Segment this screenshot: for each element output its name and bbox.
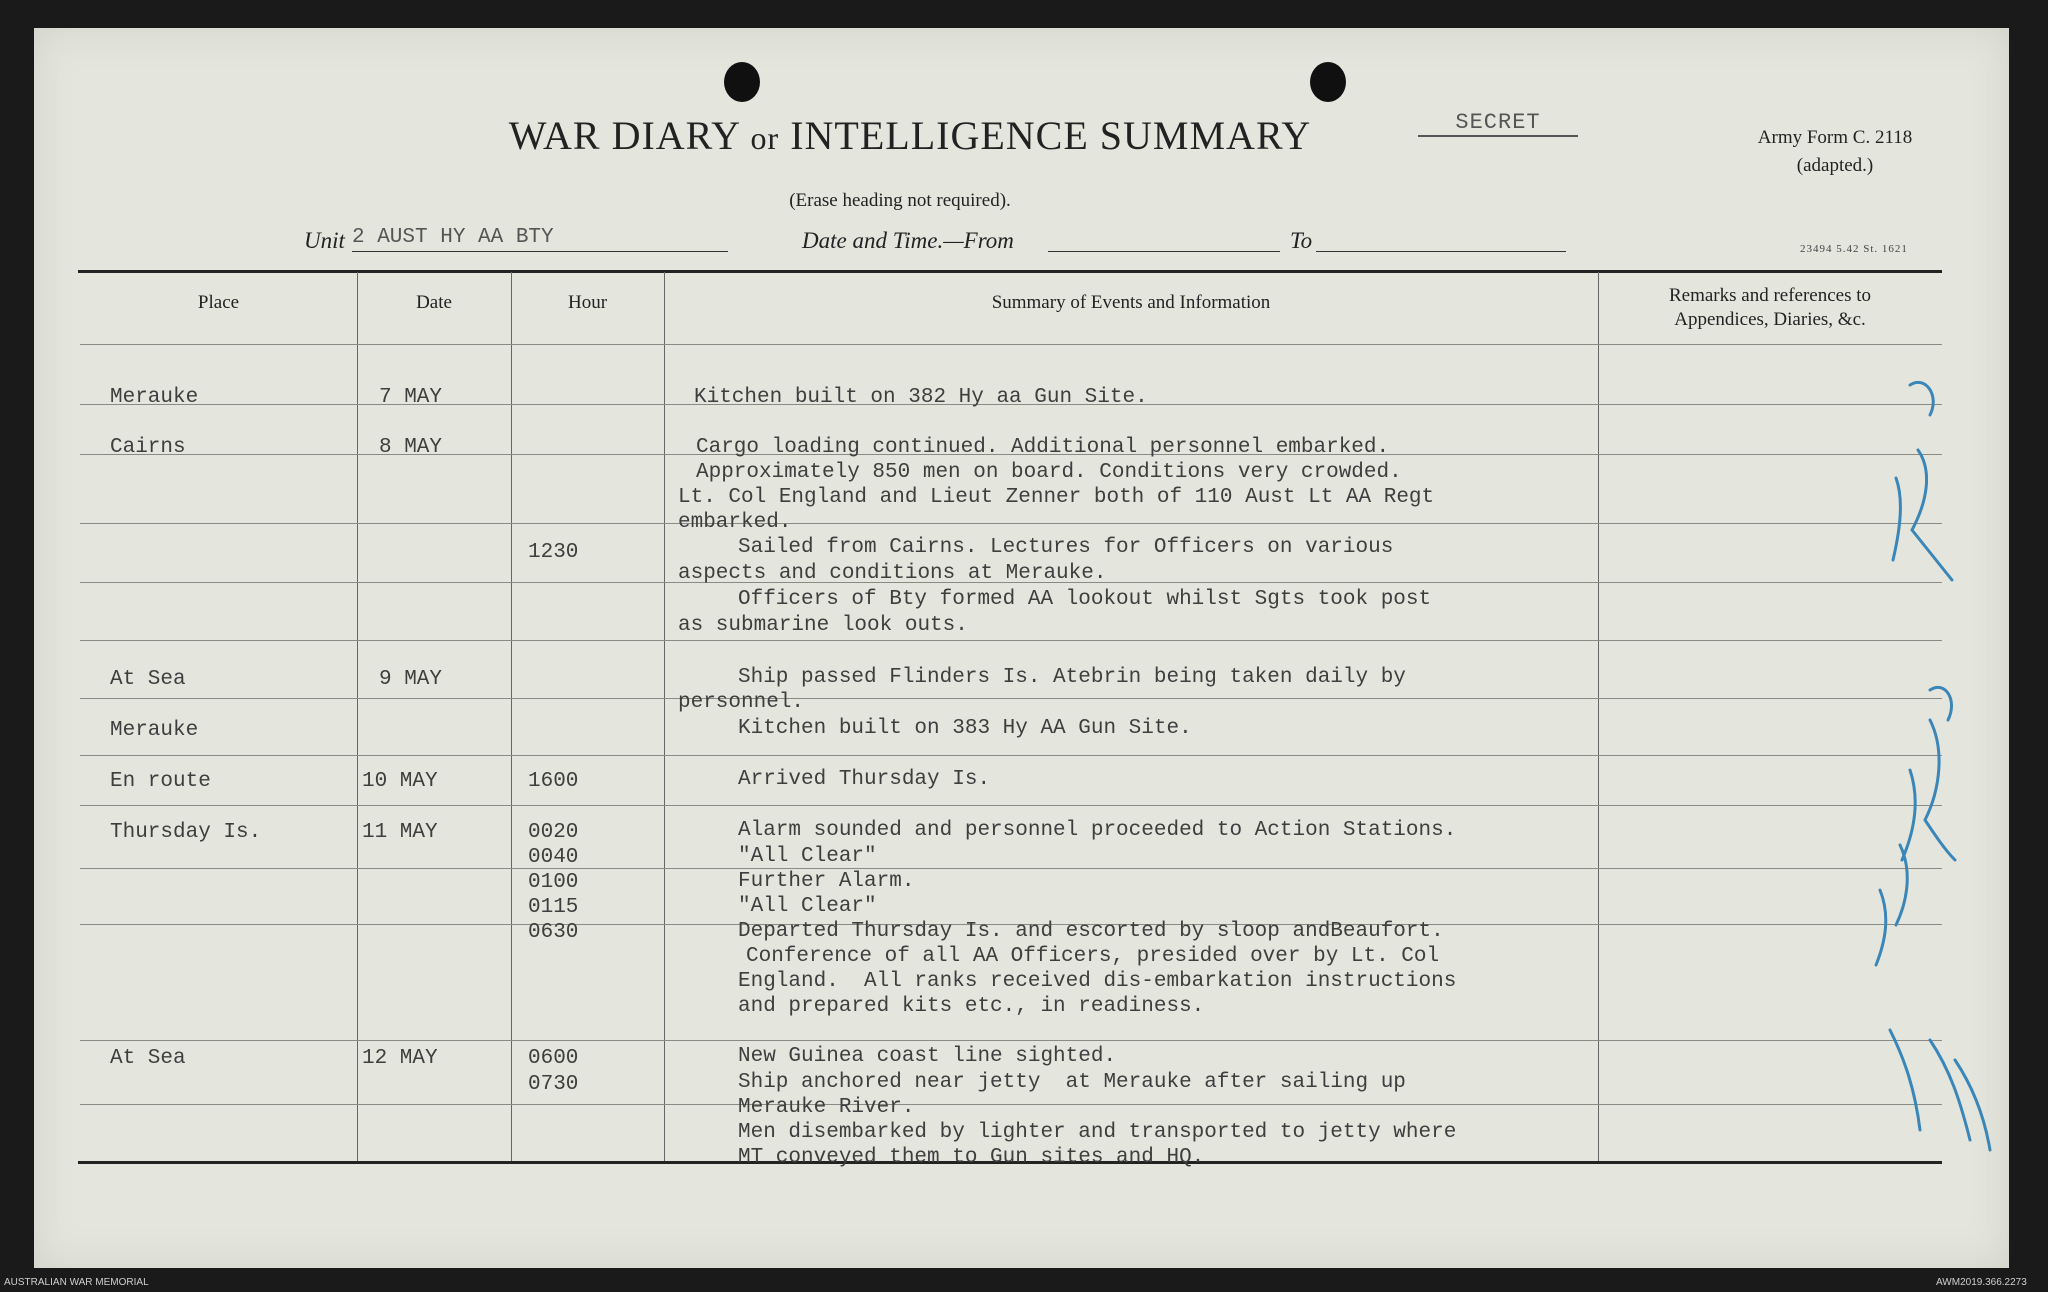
place-cell: En route bbox=[110, 770, 211, 793]
title-or: or bbox=[750, 120, 780, 156]
army-form-adapted: (adapted.) bbox=[1796, 155, 1874, 176]
date-cell: 7 MAY bbox=[379, 386, 443, 409]
army-form-number: Army Form C. 2118 bbox=[1757, 127, 1913, 148]
summary-line: as submarine look outs. bbox=[678, 614, 968, 637]
classification-stamp: SECRET bbox=[1418, 110, 1578, 137]
footer-accession-number: AWM2019.366.2273 bbox=[1936, 1277, 2027, 1288]
summary-line: England. All ranks received dis-embarkation instructions bbox=[738, 970, 1457, 993]
title-part-2: INTELLIGENCE SUMMARY bbox=[790, 113, 1312, 158]
summary-line: Sailed from Cairns. Lectures for Officers on various bbox=[738, 536, 1394, 559]
place-cell: Merauke bbox=[110, 386, 199, 409]
title-part-1: WAR DIARY bbox=[508, 113, 740, 158]
hour-cell: 0730 bbox=[528, 1073, 579, 1096]
date-cell: 9 MAY bbox=[379, 668, 443, 691]
summary-line: MT conveyed them to Gun sites and HQ. bbox=[738, 1146, 1205, 1169]
summary-line: New Guinea coast line sighted. bbox=[738, 1045, 1117, 1068]
place-cell: Merauke bbox=[110, 719, 199, 742]
date-cell: 10 MAY bbox=[362, 770, 438, 793]
col-header-summary: Summary of Events and Information bbox=[991, 292, 1271, 313]
date-time-label: Date and Time.—From bbox=[802, 228, 1014, 253]
col-header-date: Date bbox=[416, 292, 452, 313]
summary-line: "All Clear" bbox=[738, 895, 877, 918]
hour-cell: 0630 bbox=[528, 921, 579, 944]
hour-cell: 1600 bbox=[528, 770, 579, 793]
hour-cell: 0020 bbox=[528, 821, 579, 844]
hour-cell: 0115 bbox=[528, 896, 579, 919]
summary-line: Kitchen built on 383 Hy AA Gun Site. bbox=[738, 717, 1192, 740]
summary-line: Conference of all AA Officers, presided over by Lt. Col bbox=[746, 945, 1440, 968]
summary-line: Ship passed Flinders Is. Atebrin being taken daily by bbox=[738, 666, 1406, 689]
hour-cell: 1230 bbox=[528, 541, 579, 564]
date-cell: 12 MAY bbox=[362, 1047, 438, 1070]
summary-line: Departed Thursday Is. and escorted by sloop andBeaufort. bbox=[738, 920, 1444, 943]
summary-line: Men disembarked by lighter and transported to jetty where bbox=[738, 1121, 1457, 1144]
summary-line: and prepared kits etc., in readiness. bbox=[738, 995, 1205, 1018]
summary-line: Further Alarm. bbox=[738, 870, 915, 893]
to-label: To bbox=[1290, 228, 1313, 253]
print-reference: 23494 5.42 St. 1621 bbox=[1800, 243, 1908, 255]
summary-line: Ship anchored near jetty at Merauke after sailing up bbox=[738, 1071, 1406, 1094]
summary-line: Kitchen built on 382 Hy aa Gun Site. bbox=[694, 386, 1148, 409]
place-cell: Thursday Is. bbox=[110, 821, 262, 844]
place-cell: At Sea bbox=[110, 1047, 186, 1070]
unit-value: 2 AUST HY AA BTY bbox=[352, 226, 728, 252]
summary-line: Officers of Bty formed AA lookout whilst Sgts took post bbox=[738, 588, 1432, 611]
summary-line: Approximately 850 men on board. Conditions very crowded. bbox=[696, 461, 1402, 484]
summary-line: personnel. bbox=[678, 691, 805, 714]
summary-line: Merauke River. bbox=[738, 1096, 915, 1119]
col-header-hour: Hour bbox=[567, 292, 608, 313]
summary-line: Cargo loading continued. Additional personnel embarked. bbox=[696, 436, 1390, 459]
col-header-place: Place bbox=[197, 292, 240, 313]
place-cell: At Sea bbox=[110, 668, 186, 691]
summary-line: Alarm sounded and personnel proceeded to Action Stations. bbox=[738, 819, 1457, 842]
summary-line: embarked. bbox=[678, 511, 792, 534]
form-subtitle: (Erase heading not required). bbox=[789, 190, 1011, 211]
summary-line: Arrived Thursday Is. bbox=[738, 768, 991, 791]
remarks-header-line-2: Appendices, Diaries, &c. bbox=[1674, 309, 1866, 330]
unit-label: Unit bbox=[304, 228, 345, 253]
summary-line: "All Clear" bbox=[738, 845, 877, 868]
footer-institution: AUSTRALIAN WAR MEMORIAL bbox=[4, 1277, 149, 1288]
date-cell: 11 MAY bbox=[362, 821, 438, 844]
summary-line: aspects and conditions at Merauke. bbox=[678, 562, 1107, 585]
hour-cell: 0040 bbox=[528, 846, 579, 869]
hour-cell: 0600 bbox=[528, 1047, 579, 1070]
remarks-header-line-1: Remarks and references to bbox=[1668, 285, 1872, 306]
summary-line: Lt. Col England and Lieut Zenner both of 110 Aust Lt AA Regt bbox=[678, 486, 1435, 509]
place-cell: Cairns bbox=[110, 436, 186, 459]
date-cell: 8 MAY bbox=[379, 436, 443, 459]
hour-cell: 0100 bbox=[528, 871, 579, 894]
